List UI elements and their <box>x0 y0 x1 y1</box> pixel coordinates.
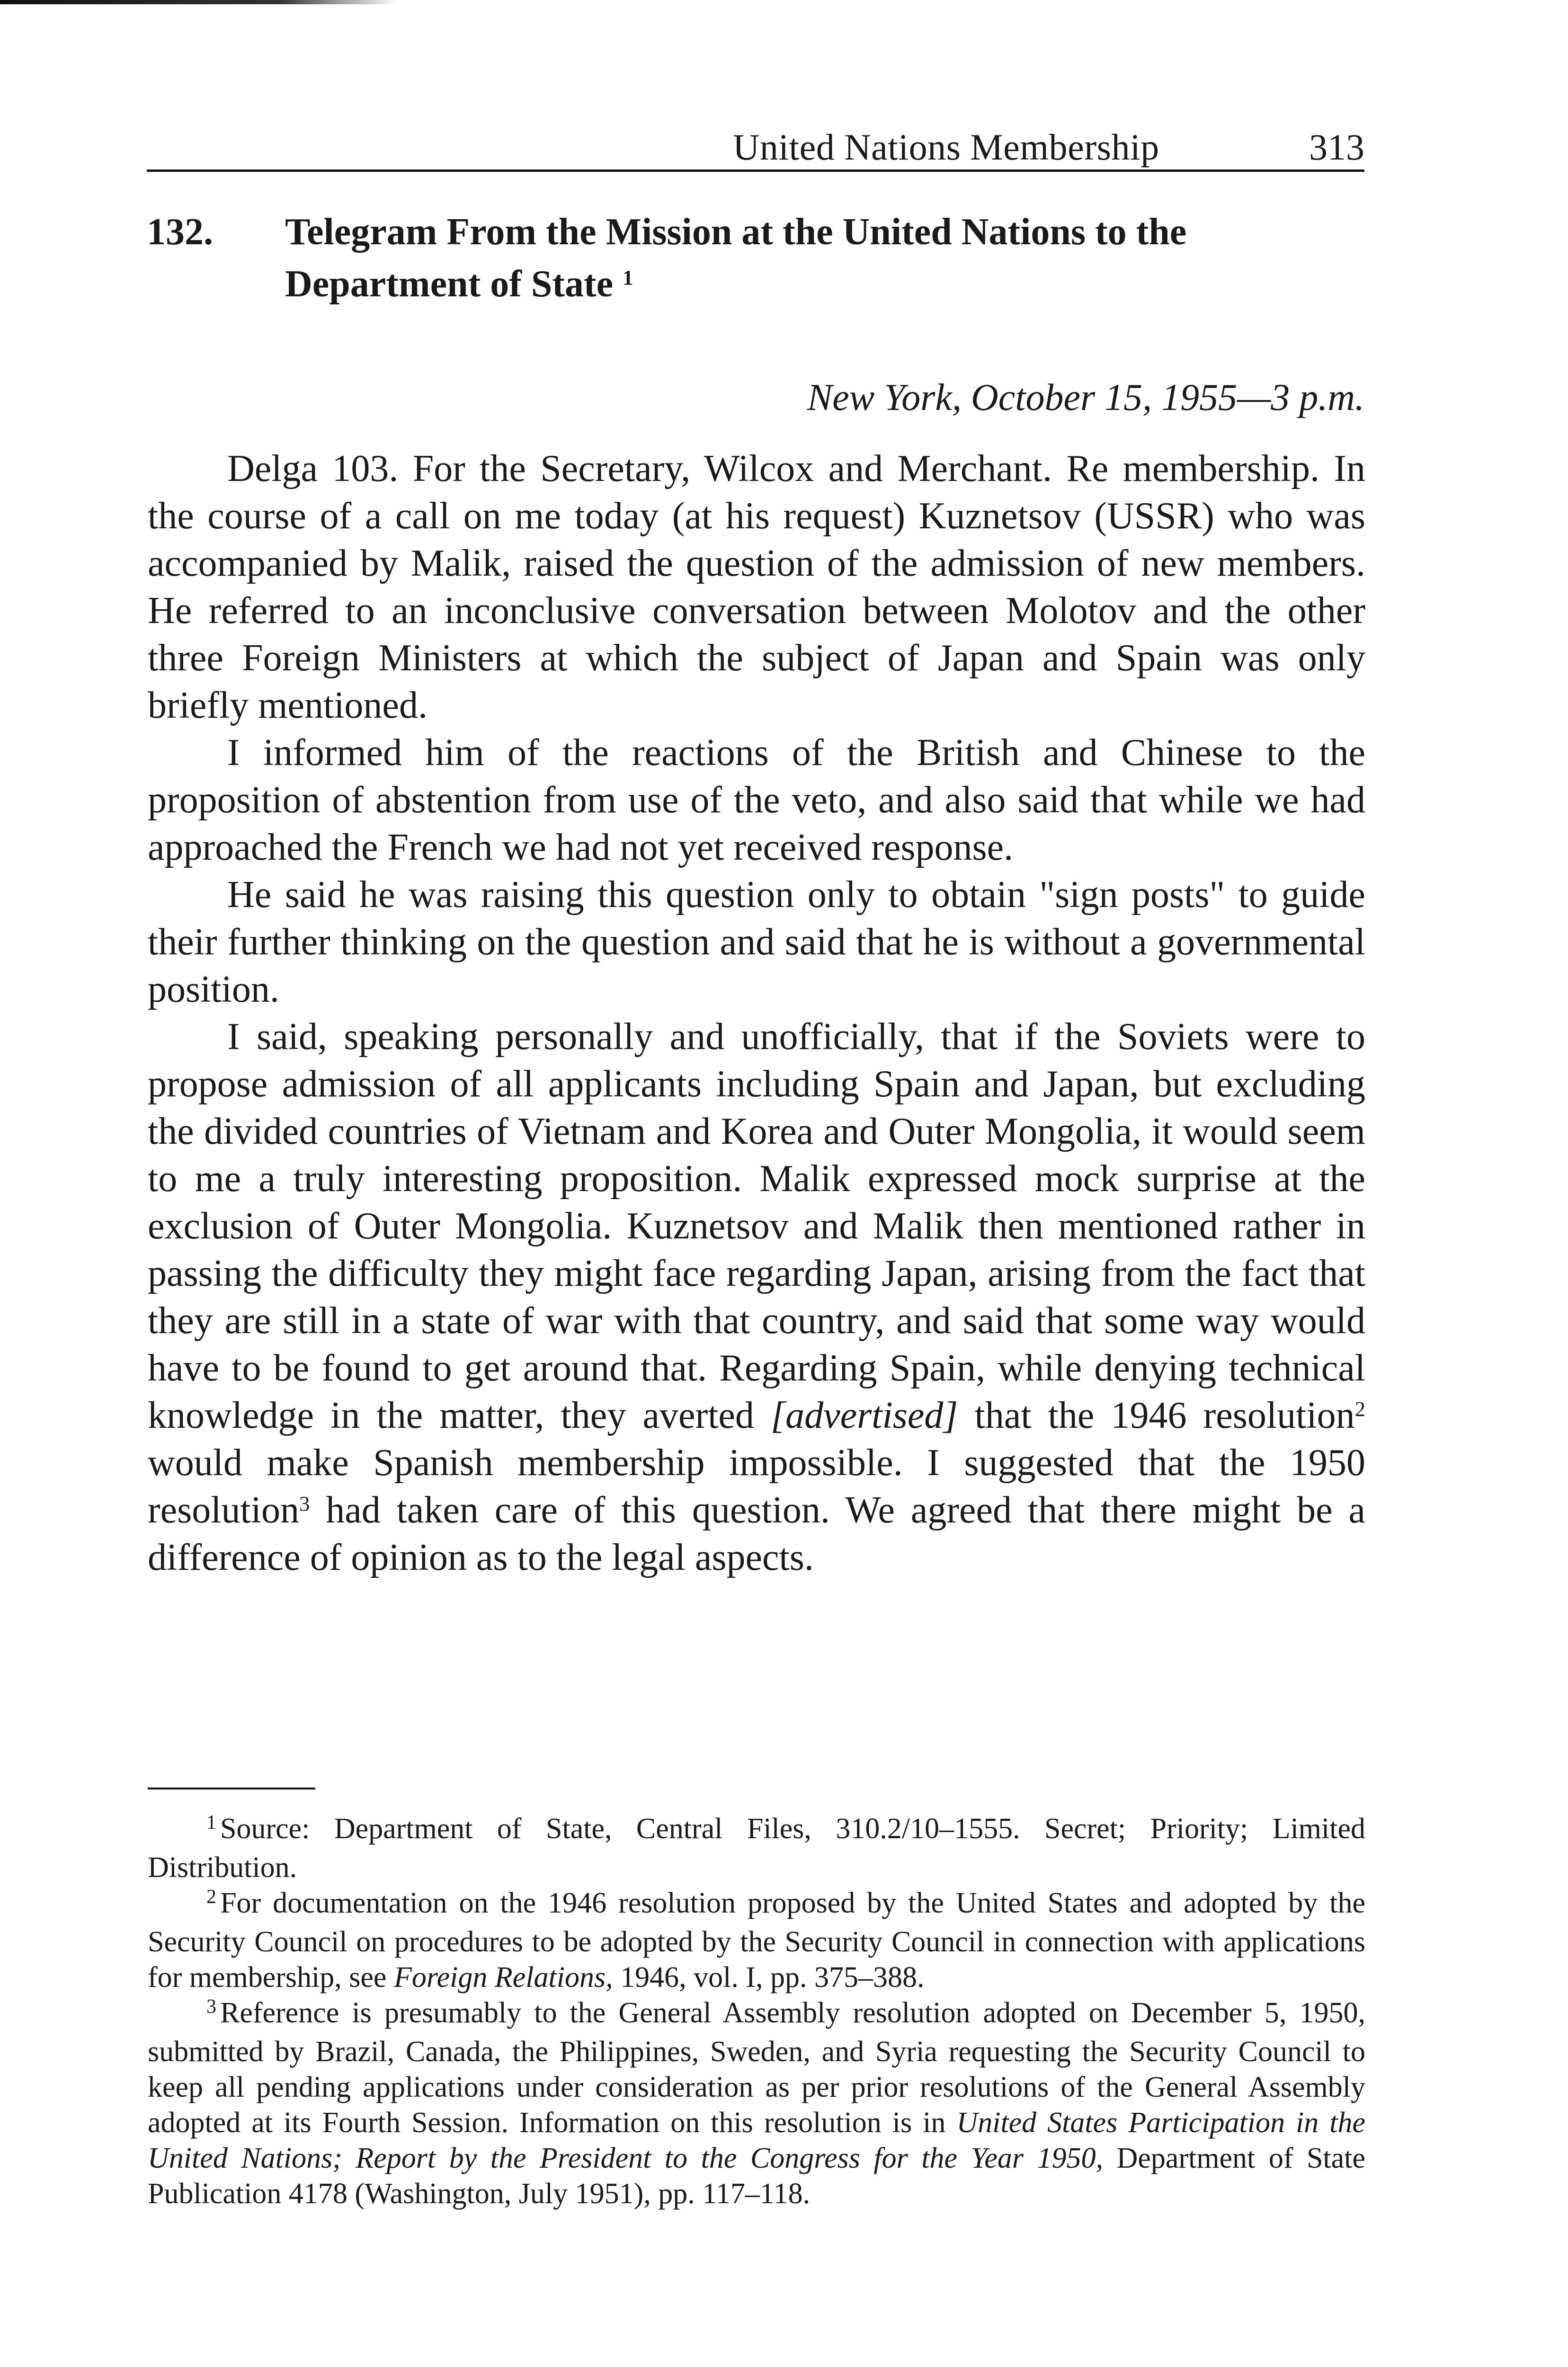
body-paragraph-3: He said he was raising this question only to obtain "sign posts" to guide their further thinking on the question and said that he is without a governmental position. <box>148 874 1365 1010</box>
document-title-text: Telegram From the Mission at the United Nations to the Department of State <box>285 211 1187 305</box>
footnote-2-text-a: For documentation on the 1946 resolution proposed by the United States and adopted by the Security Council on procedures to be adopted by the Security Council in connection with applications for membership, see <box>148 1887 1365 1993</box>
body-paragraph-1: Delga 103. For the Secretary, Wilcox and Merchant. Re membership. In the course of a call on me today (at his request) Kuznetsov (USSR) who was accompanied by Malik, raised the question of the admission of new members. He referred to an inconclusive conversation between Molotov and the other three Foreign Ministers at which the subject of Japan and Spain was only briefly mentioned. <box>148 448 1365 726</box>
body-paragraph-4-part-d: had taken care of this question. We agreed that there might be a difference of opinion as to the legal aspects. <box>148 1489 1365 1578</box>
document-number: 132. <box>147 211 213 253</box>
footnote-reference-3: 3 <box>299 1492 310 1516</box>
footnote-3-text-a: Reference is presumably to the General Assembly resolution adopted on December 5, 1950, submitted by Brazil, Canada, the Philippines, Sweden, and Syria requesting the Security Council to keep all pending applications under consideration as per prior resolutions of the General Assembly adopted at its Fourth Session. Information on this resolution is in <box>148 1997 1365 2139</box>
body-paragraph-4-part-a: I said, speaking personally and unofficially, that if the Soviets were to propose admission of all applicants including Spain and Japan, but excluding the divided countries of Vietnam and Korea and Outer Mongolia, it would seem to me a truly interesting proposition. Malik expressed mock surprise at the exclusion of Outer Mongolia. Kuznetsov and Malik then mentioned rather in passing the difficulty they might face regarding Japan, arising from the fact that they are still in a state of war with that country, and said that some way would have to be found to get around that. Regarding Spain, while denying technical knowledge in the matter, they averted <box>148 1016 1365 1436</box>
body-paragraph-4 <box>148 1013 1365 1581</box>
telegram-body <box>148 445 1365 1581</box>
footnotes <box>148 1811 1365 2212</box>
footnote-2-number: 2 <box>206 1886 216 1908</box>
running-head-title: United Nations Membership <box>733 126 1159 168</box>
body-paragraph-4-part-b: that the 1946 resolution <box>958 1395 1355 1436</box>
body-paragraph-2: I informed him of the reactions of the British and Chinese to the proposition of abstention from use of the veto, and also said that while we had approached the French we had not yet received response. <box>148 732 1365 868</box>
scan-edge-mark <box>0 0 398 4</box>
title-footnote-reference: 1 <box>623 266 633 290</box>
editorial-bracket: [advertised] <box>770 1395 958 1436</box>
running-head <box>147 122 1364 172</box>
footnote-reference-2: 2 <box>1354 1397 1366 1421</box>
body-paragraph-4-part-c: would make Spanish membership impossible. I suggested that the 1950 resolution <box>148 1442 1365 1531</box>
footnote-3-text-b: Department of State Publication 4178 (Washington, July 1951), pp. 117–118. <box>148 2142 1365 2210</box>
footnote-1-number: 1 <box>206 1812 216 1833</box>
footnote-3-italic-citation: United States Participation in the United Nations; Report by the President to the Congress for the Year 1950, <box>148 2107 1365 2174</box>
footnote-2 <box>148 1886 1365 1995</box>
page-number: 313 <box>1309 126 1364 168</box>
footnote-3 <box>148 1995 1365 2212</box>
footnote-divider <box>148 1788 315 1789</box>
footnote-3-number: 3 <box>206 1996 216 2018</box>
footnote-1 <box>148 1811 1365 1886</box>
document-title <box>285 206 1374 310</box>
footnote-1-text: Source: Department of State, Central Files, 310.2/10–1555. Secret; Priority; Limited Distribution. <box>148 1813 1365 1884</box>
footnote-2-text-b: 1946, vol. I, pp. 375–388. <box>613 1961 925 1993</box>
footnote-2-italic-citation: Foreign Relations, <box>393 1961 613 1993</box>
dateline: New York, October 15, 1955—3 p.m. <box>807 377 1364 418</box>
